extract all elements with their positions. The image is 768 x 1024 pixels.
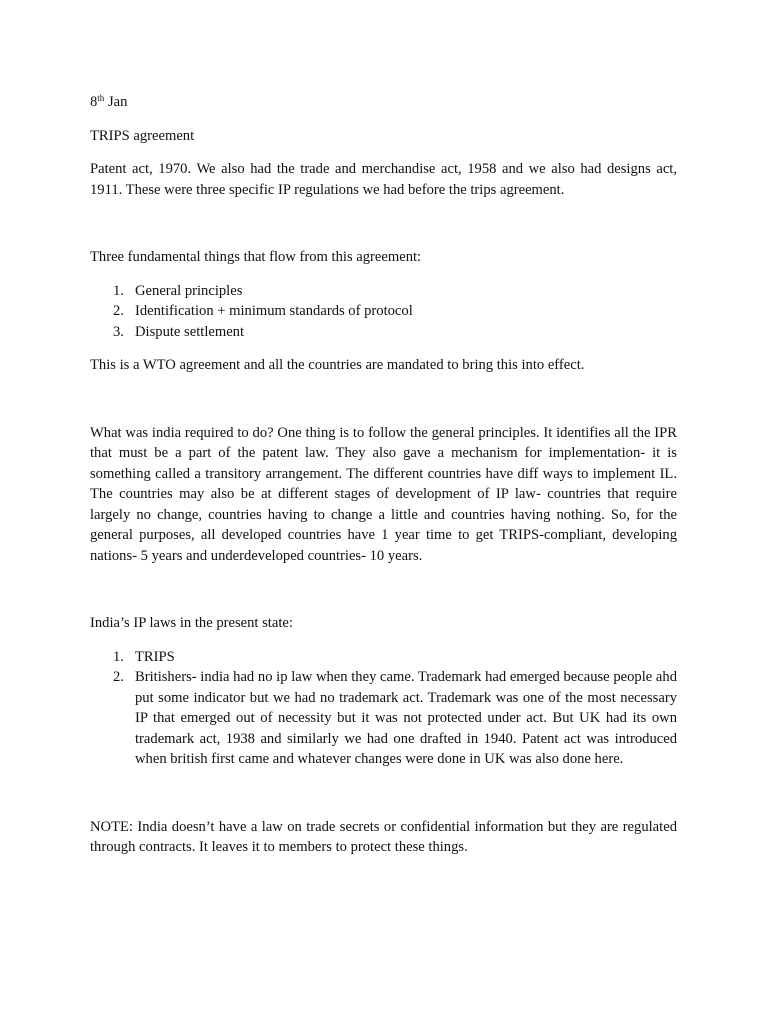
document-title: TRIPS agreement [90, 127, 195, 144]
date-day: 8 [90, 94, 98, 110]
list-item-text: General principles [135, 282, 243, 299]
list-item [90, 322, 677, 343]
list-number: 3. [113, 323, 124, 340]
fundamentals-heading: Three fundamental things that flow from this agreement: [90, 249, 422, 265]
date-suffix: th [97, 93, 105, 103]
ip-laws-heading: India’s IP laws in the present state: [90, 615, 293, 631]
date-month: Jan [107, 94, 128, 110]
list-number: 2. [113, 303, 124, 319]
list-item [90, 281, 677, 302]
list-item-text: TRIPS [135, 648, 175, 665]
document-body [90, 92, 677, 858]
ip-laws-list [90, 647, 677, 770]
intro-paragraph: Patent act, 1970. We also had the trade and merchandise act, 1958 and we also had designs act, 1911. These were three specific IP regulations we had before the trips agreement. [90, 161, 677, 198]
list-item [90, 667, 677, 770]
list-number: 2. [113, 669, 124, 685]
fundamentals-list [90, 281, 677, 343]
list-number: 1. [113, 648, 124, 665]
list-number: 1. [113, 282, 124, 299]
note-paragraph: NOTE: India doesn’t have a law on trade secrets or confidential information but they are regulated through contracts. It leaves it to members to protect these things. [90, 818, 677, 855]
list-item [90, 301, 677, 322]
list-item-text: Britishers- india had no ip law when they came. Trademark had emerged because people ahd put some indicator but we had no trademark act. Trademark was one of the most necessary IP that emerged out of necessity but it was not protected under act. But UK had its own trademark act, 1938 and similarly we had one drafted in 1940. Patent act was introduced when british first came and whatever changes were done in UK was also done here. [135, 669, 677, 767]
list-item [90, 647, 677, 668]
list-item-text: Identification + minimum standards of protocol [135, 303, 413, 319]
wto-note: This is a WTO agreement and all the countries are mandated to bring this into effect. [90, 357, 585, 373]
date-line [90, 92, 677, 113]
list-item-text: Dispute settlement [135, 323, 245, 340]
india-paragraph: What was india required to do? One thing is to follow the general principles. It identifies all the IPR that must be a part of the patent law. They also gave a mechanism for implementation- it is something called a transitory arrangement. The different countries have diff ways to implement IL. The countries may also be at different stages of development of IP law- countries that require largely no change, countries having to change a little and countries having nothing. So, for the general purposes, all developed countries have 1 year time to get TRIPS-compliant, developing nations- 5 years and underdeveloped countries- 10 years. [90, 424, 677, 564]
